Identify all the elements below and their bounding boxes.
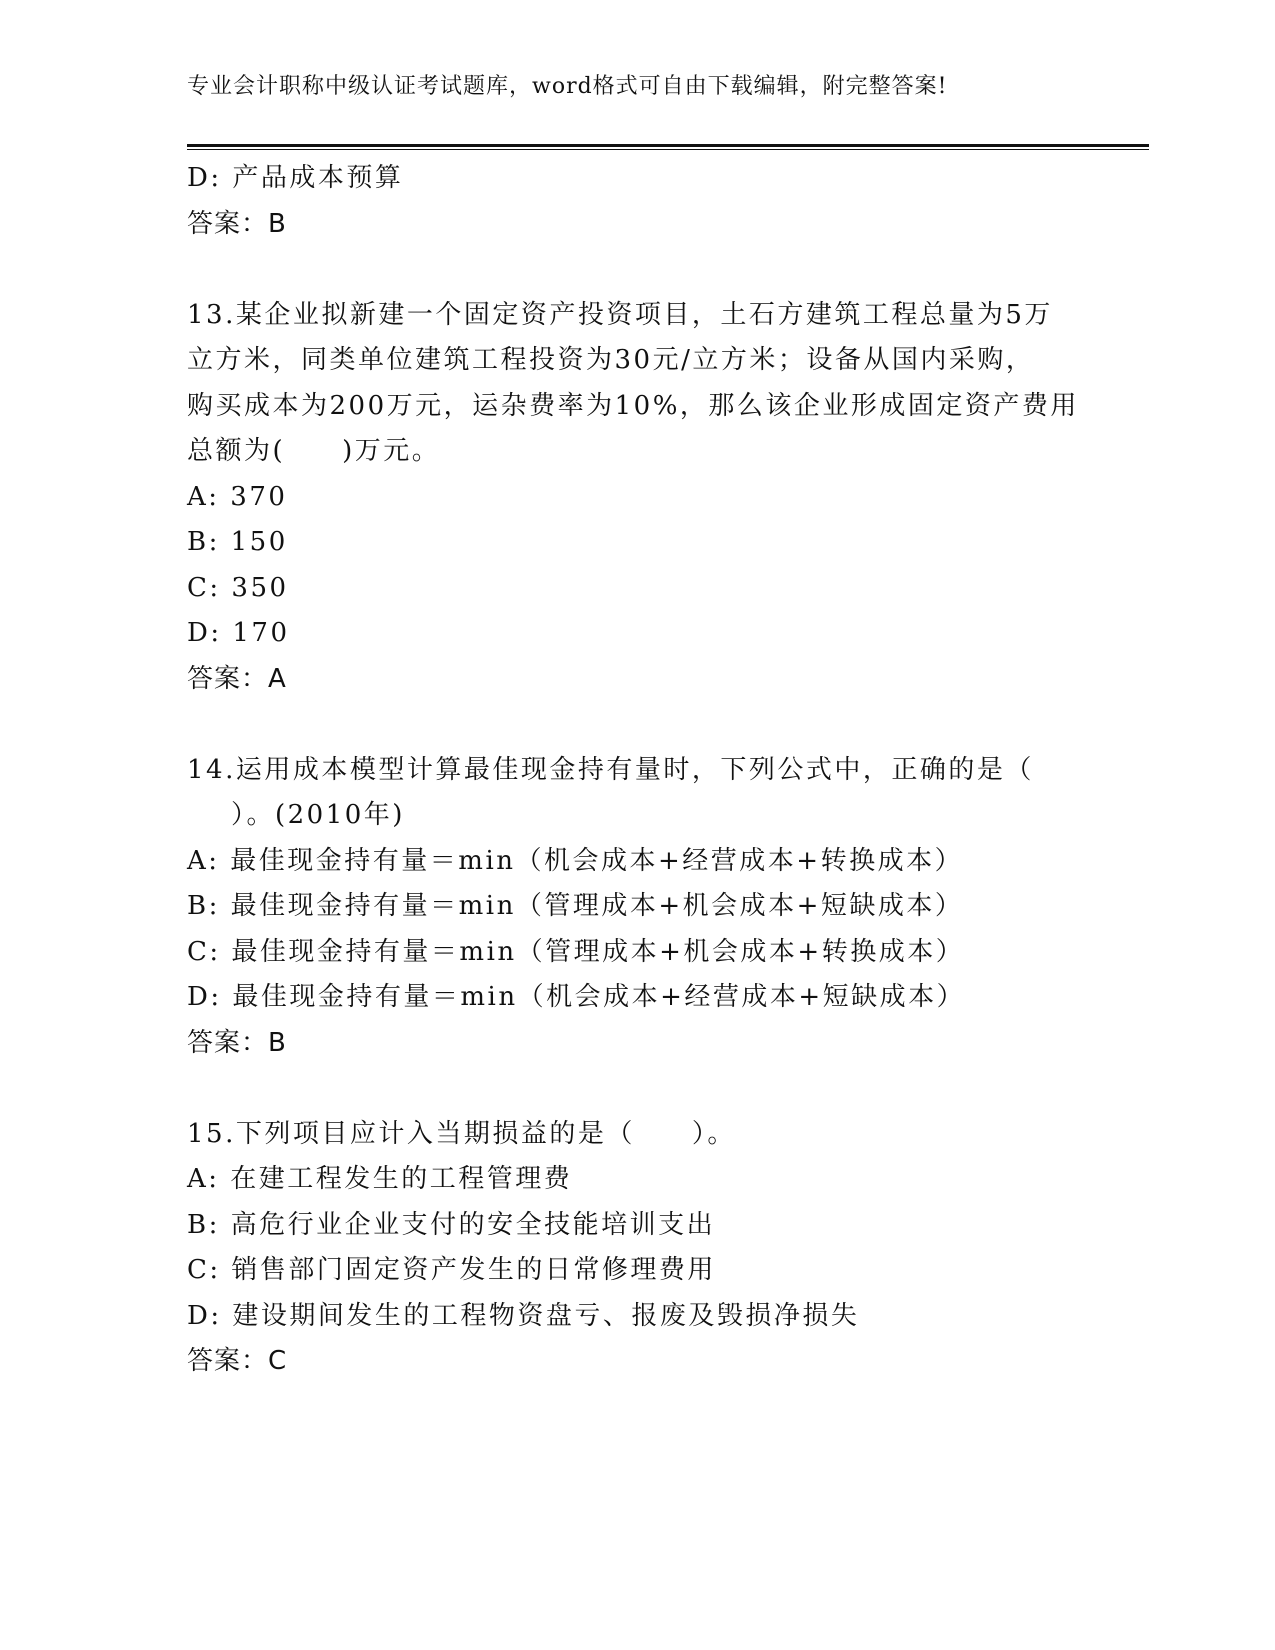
option-b: B: 150 — [187, 527, 288, 557]
option-c: C: 350 — [187, 572, 289, 603]
question-text-line: 总额为( )万元。 — [187, 436, 441, 466]
answer: 答案：B — [187, 208, 287, 239]
spacer — [187, 702, 1087, 748]
spacer — [187, 247, 1087, 293]
option-c: C: 销售部门固定资产发生的日常修理费用 — [187, 1255, 716, 1285]
option-b: B: 高危行业企业支付的安全技能培训支出 — [187, 1209, 716, 1240]
question-text-line: 购买成本为200万元，运杂费率为10%，那么该企业形成固定资产费用 — [187, 390, 1079, 421]
option-d: D: 建设期间发生的工程物资盘亏、报废及毁损净损失 — [187, 1300, 860, 1331]
question-text-line: 13.某企业拟新建一个固定资产投资项目，土石方建筑工程总量为5万 — [187, 299, 1053, 330]
document-body — [187, 156, 1087, 1385]
question-text-line: 14.运用成本模型计算最佳现金持有量时，下列公式中，正确的是（ — [187, 754, 1034, 785]
option-d: D: 170 — [187, 618, 290, 648]
option-d: D: 最佳现金持有量＝min（机会成本+经营成本+短缺成本） — [187, 982, 966, 1012]
option-d: D: 产品成本预算 — [187, 163, 404, 193]
spacer — [187, 1066, 1087, 1112]
option-a: A: 在建工程发生的工程管理费 — [187, 1164, 573, 1194]
question-text-line: 15.下列项目应计入当期损益的是（ ）。 — [187, 1118, 736, 1149]
question-13 — [187, 293, 1087, 703]
option-b: B: 最佳现金持有量＝min（管理成本+机会成本+短缺成本） — [187, 891, 964, 921]
header-rule-thin — [187, 149, 1149, 150]
option-a: A: 最佳现金持有量＝min（机会成本+经营成本+转换成本） — [187, 845, 964, 876]
question-text-line: ）。(2010年) — [231, 800, 405, 830]
question-15 — [187, 1112, 1087, 1385]
question-14 — [187, 748, 1087, 1067]
option-a: A: 370 — [187, 481, 288, 512]
header-rule-thick — [187, 144, 1149, 147]
answer: 答案：B — [187, 1027, 287, 1058]
answer: 答案：A — [187, 663, 287, 694]
question-text-line: 立方米，同类单位建筑工程投资为30元/立方米；设备从国内采购， — [187, 345, 1035, 375]
answer: 答案：C — [187, 1346, 288, 1376]
previous-question — [187, 156, 1087, 247]
option-c: C: 最佳现金持有量＝min（管理成本+机会成本+转换成本） — [187, 936, 965, 967]
page-header: 专业会计职称中级认证考试题库，word格式可自由下载编辑，附完整答案! — [187, 74, 948, 99]
